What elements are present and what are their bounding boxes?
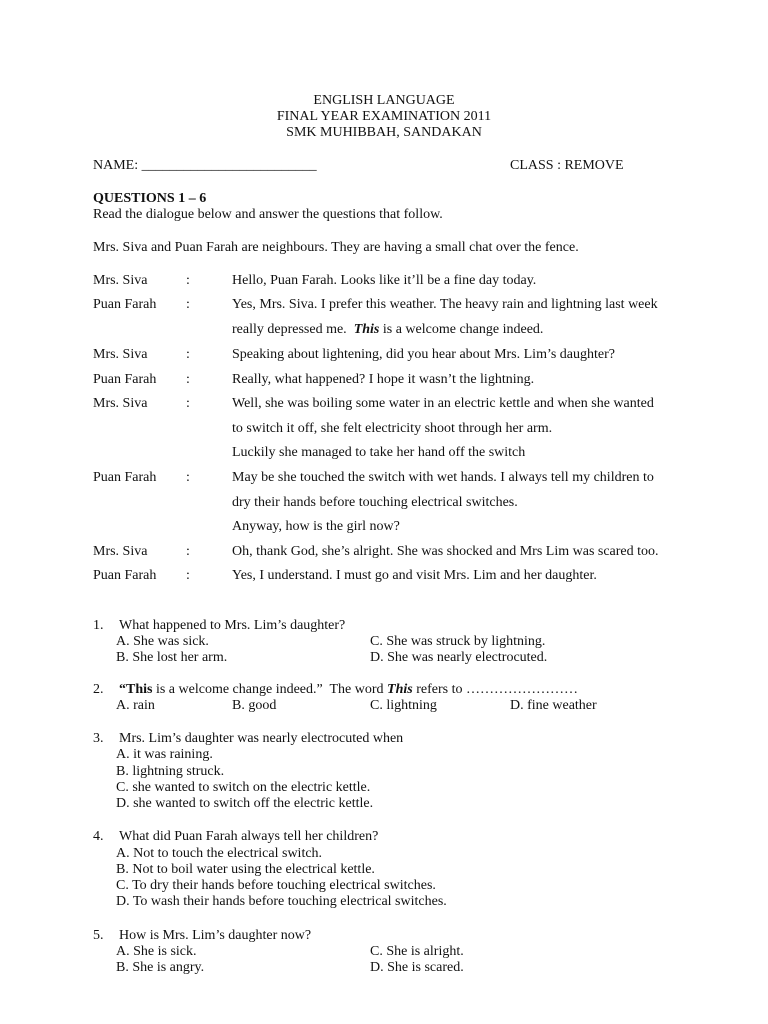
option-a: A. it was raining.	[116, 747, 213, 762]
instruction: Read the dialogue below and answer the questions that follow.	[93, 207, 443, 222]
colon: :	[186, 470, 190, 485]
dialogue-text: really depressed me.	[232, 322, 354, 337]
option-b: B. She lost her arm.	[116, 650, 228, 665]
question-number: 3.	[93, 731, 104, 746]
option-b: B. Not to boil water using the electrical kettle.	[116, 862, 375, 877]
speaker: Puan Farah	[93, 470, 157, 485]
dialogue-line: Hello, Puan Farah. Looks like it’ll be a fine day today.	[232, 273, 537, 288]
dialogue-line	[232, 322, 543, 338]
dialogue-line: Yes, I understand. I must go and visit Mrs. Lim and her daughter.	[232, 568, 597, 583]
option-d: D. fine weather	[510, 698, 597, 713]
option-a: A. She was sick.	[116, 634, 209, 649]
option-c: C. To dry their hands before touching electrical switches.	[116, 878, 436, 893]
speaker: Puan Farah	[93, 297, 157, 312]
question-text: What did Puan Farah always tell her children?	[119, 829, 379, 844]
option-b: B. She is angry.	[116, 960, 205, 975]
option-a: A. Not to touch the electrical switch.	[116, 846, 323, 861]
option-b: B. lightning struck.	[116, 764, 225, 779]
speaker: Mrs. Siva	[93, 544, 148, 559]
option-d: D. She was nearly electrocuted.	[370, 650, 548, 665]
option-c: C. lightning	[370, 698, 437, 713]
exam-title: FINAL YEAR EXAMINATION 2011	[276, 109, 492, 124]
colon: :	[186, 544, 190, 559]
dialogue-line: Oh, thank God, she’s alright. She was shocked and Mrs Lim was scared too.	[232, 544, 659, 559]
quote-word: “This	[119, 682, 153, 697]
question-text: What happened to Mrs. Lim’s daughter?	[119, 618, 346, 633]
dialogue-line: Really, what happened? I hope it wasn’t the lightning.	[232, 372, 535, 387]
name-blank: _________________________	[141, 158, 317, 173]
option-c: C. She is alright.	[370, 944, 464, 959]
dialogue-line: Speaking about lightening, did you hear about Mrs. Lim’s daughter?	[232, 347, 615, 362]
colon: :	[186, 347, 190, 362]
question-text: How is Mrs. Lim’s daughter now?	[119, 928, 312, 943]
class-label: CLASS : REMOVE	[510, 158, 624, 173]
exam-subject: ENGLISH LANGUAGE	[313, 93, 455, 108]
speaker: Mrs. Siva	[93, 273, 148, 288]
intro-text: Mrs. Siva and Puan Farah are neighbours. They are having a small chat over the fence.	[93, 240, 579, 255]
question-text-mid: is a welcome change indeed.” The word	[152, 682, 388, 697]
colon: :	[186, 273, 190, 288]
question-number: 2.	[93, 682, 104, 697]
emphasis-word: This	[387, 682, 413, 697]
question-text	[119, 682, 578, 698]
dialogue-line: Yes, Mrs. Siva. I prefer this weather. The heavy rain and lightning last week	[232, 297, 658, 312]
dialogue-line: Anyway, how is the girl now?	[232, 519, 400, 534]
name-label: NAME:	[93, 158, 139, 173]
speaker: Puan Farah	[93, 568, 157, 583]
dialogue-line: May be she touched the switch with wet hands. I always tell my children to	[232, 470, 654, 485]
dialogue-line: Well, she was boiling some water in an electric kettle and when she wanted	[232, 396, 654, 411]
question-number: 5.	[93, 928, 104, 943]
option-b: B. good	[232, 698, 277, 713]
section-title: QUESTIONS 1 – 6	[93, 191, 207, 206]
name-field	[93, 158, 317, 174]
emphasis-word: This	[353, 322, 380, 337]
question-text: Mrs. Lim’s daughter was nearly electrocuted when	[119, 731, 404, 746]
speaker: Mrs. Siva	[93, 396, 148, 411]
speaker: Puan Farah	[93, 372, 157, 387]
dialogue-line: dry their hands before touching electrical switches.	[232, 495, 518, 510]
colon: :	[186, 568, 190, 583]
option-d: D. she wanted to switch off the electric kettle.	[116, 796, 374, 811]
option-c: C. She was struck by lightning.	[370, 634, 546, 649]
option-d: D. She is scared.	[370, 960, 464, 975]
dialogue-text: is a welcome change indeed.	[379, 322, 544, 337]
question-text-end: refers to ……………………	[412, 682, 578, 697]
speaker: Mrs. Siva	[93, 347, 148, 362]
dialogue-line: to switch it off, she felt electricity shoot through her arm.	[232, 421, 553, 436]
option-a: A. She is sick.	[116, 944, 197, 959]
option-c: C. she wanted to switch on the electric kettle.	[116, 780, 371, 795]
colon: :	[186, 396, 190, 411]
colon: :	[186, 372, 190, 387]
dialogue-line: Luckily she managed to take her hand off the switch	[232, 445, 526, 460]
school-name: SMK MUHIBBAH, SANDAKAN	[286, 125, 482, 140]
option-d: D. To wash their hands before touching electrical switches.	[116, 894, 447, 909]
colon: :	[186, 297, 190, 312]
question-number: 1.	[93, 618, 104, 633]
question-number: 4.	[93, 829, 104, 844]
option-a: A. rain	[116, 698, 155, 713]
